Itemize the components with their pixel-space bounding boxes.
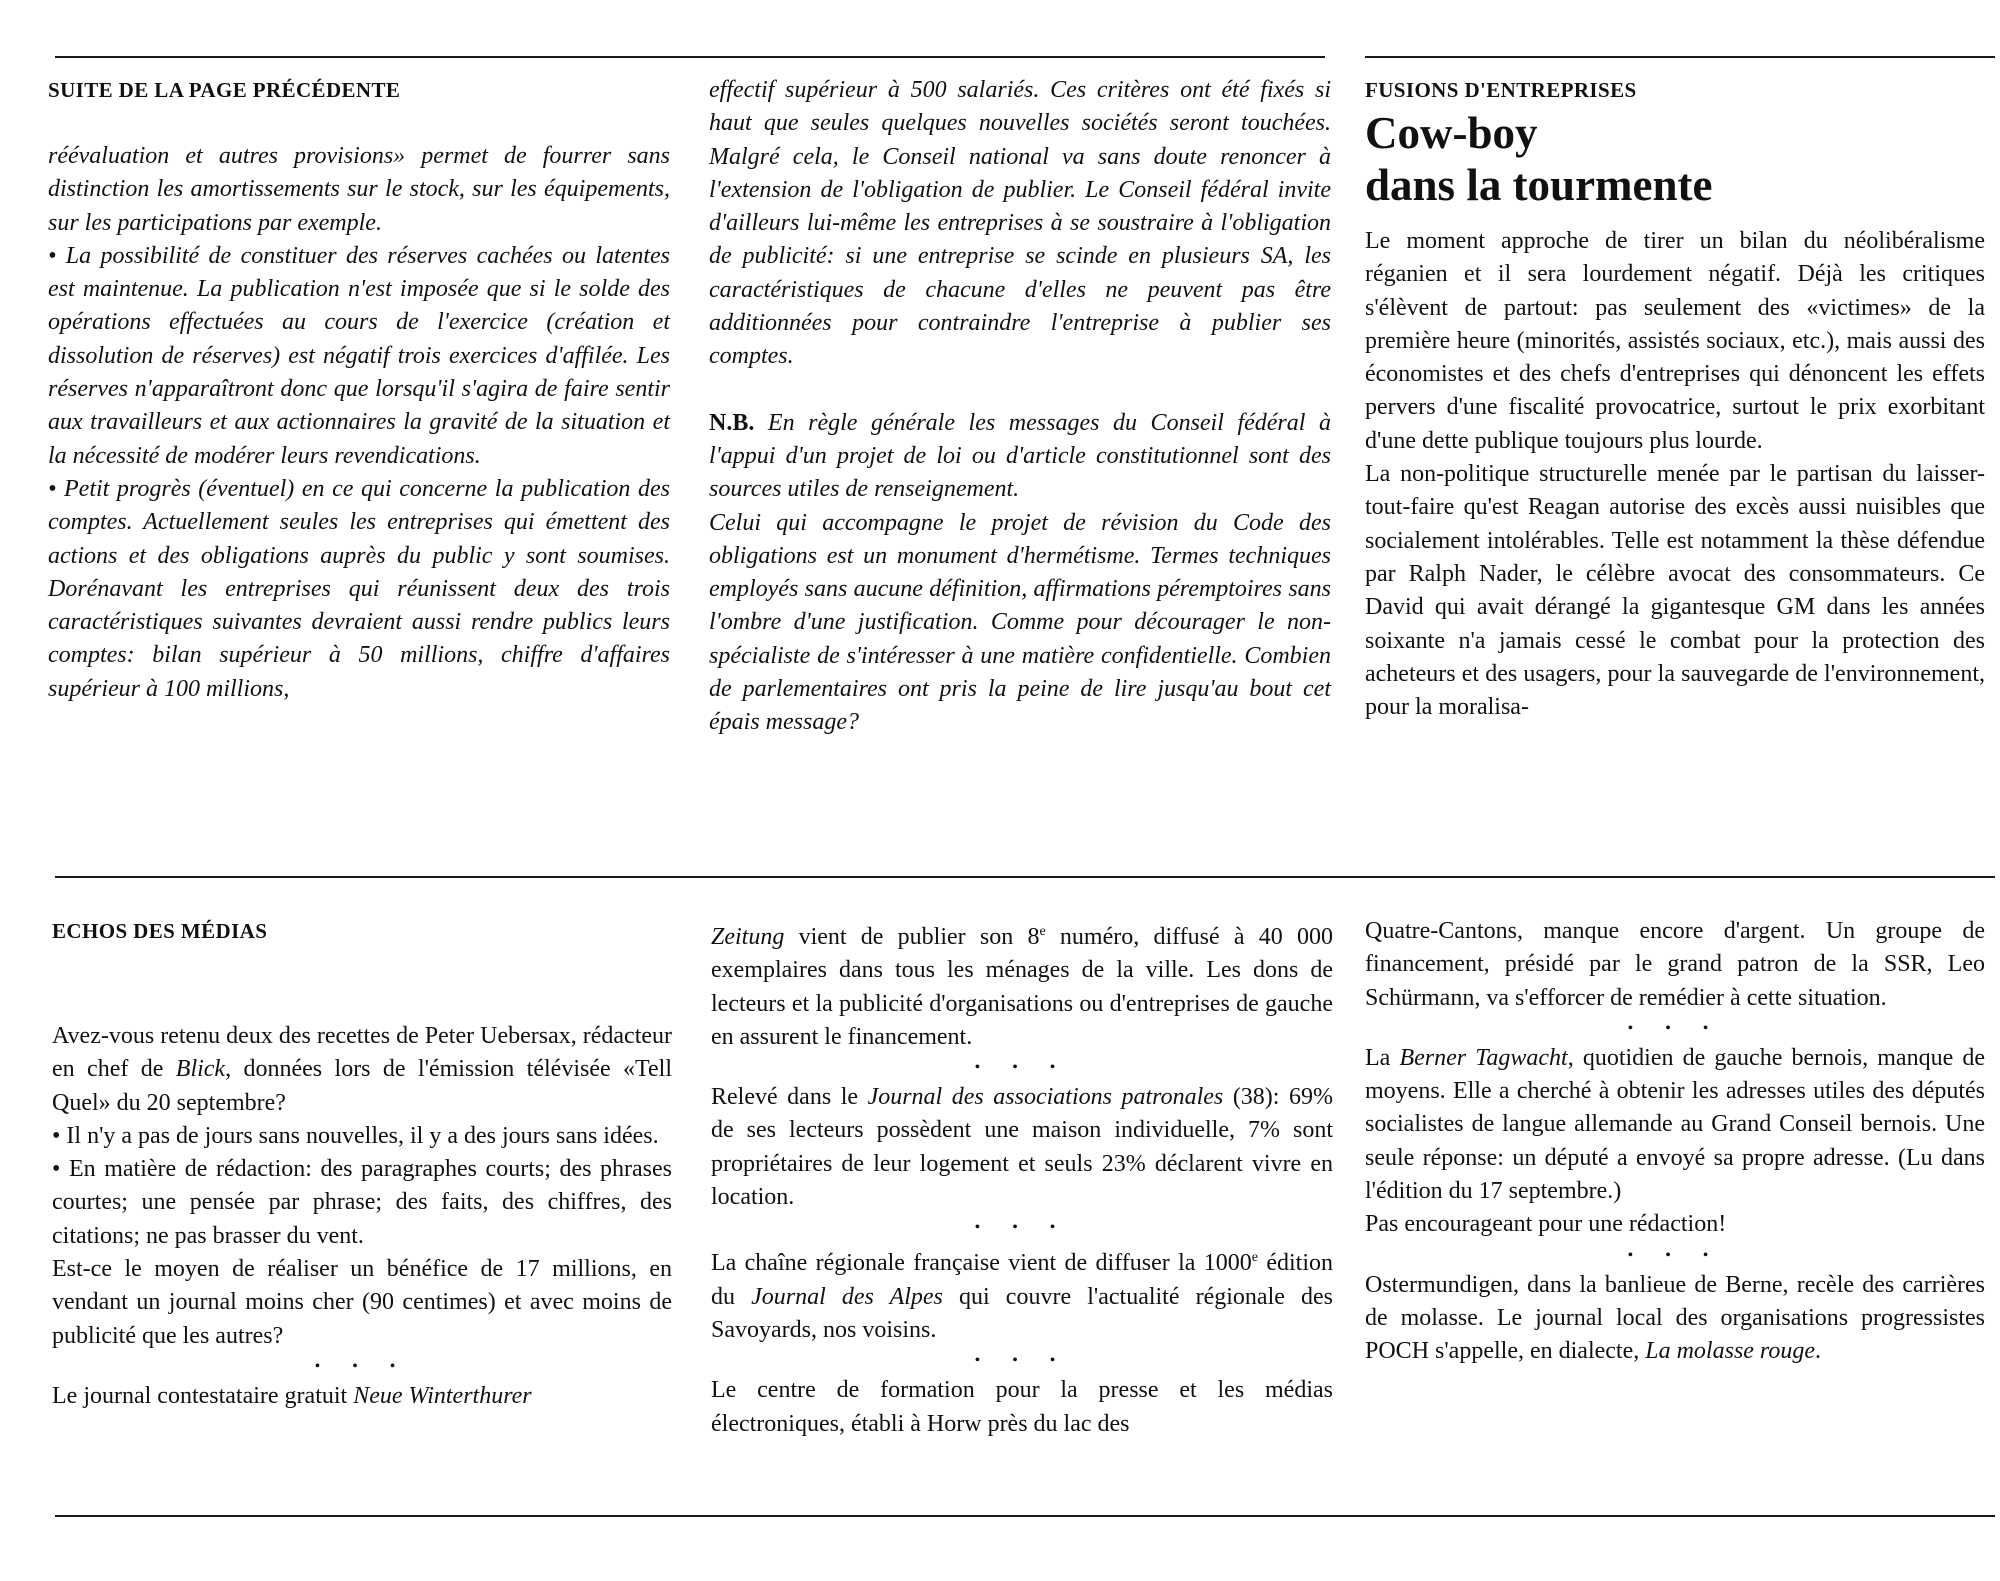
article-paragraph: Celui qui accompagne le projet de révision du Code des obligations est un monument d'hermétisme. Termes techniques employés sans aucune définition, affirmations péremptoires sans l'ombre d'une justification. Comme pour décourager le non-spécialiste de s'intéresser à une matière confidentielle. Combien de parlementaires ont pris la peine de lire jusqu'au bout cet épais message?	[709, 509, 1331, 736]
nb-label: N.B.	[709, 409, 755, 436]
nb-text: En règle générale les messages du Conseil fédéral à l'appui d'un projet de loi ou d'article constitutionnel sont des sources utiles de renseignement.	[709, 409, 1332, 503]
publication-name: Journal des associations patronales	[867, 1084, 1224, 1111]
echo-paragraph: La chaîne régionale française vient de diffuser la 1000e édition du Journal des Alpes qui couvre l'actualité régionale des Savoyards, nos voisins.	[711, 1250, 1334, 1343]
echo-paragraph: Le centre de formation pour la presse et les médias électroniques, établi à Horw près du lac des	[711, 1377, 1333, 1437]
article-title-line-2: dans la tourmente	[1365, 160, 1713, 210]
echo-paragraph: La Berner Tagwacht, quotidien de gauche bernois, manque de moyens. Elle a cherché à obtenir les adresses utiles des députés socialistes de langue allemande au Grand Conseil bernois. Une seule réponse: un député a envoyé sa propre adresse. (Lu dans l'édition du 17 septembre.)	[1365, 1044, 1986, 1205]
middle-rule	[55, 876, 1995, 878]
separator-stars: • • •	[1627, 1246, 1723, 1264]
echo-paragraph: Quatre-Cantons, manque encore d'argent. Un groupe de financement, présidé par le grand patron de la SSR, Leo Schürmann, va s'efforcer de remédier à cette situation.	[1365, 918, 1985, 1011]
publication-name: Berner Tagwacht	[1399, 1044, 1568, 1071]
bottom-left-column	[52, 915, 672, 1413]
nb-paragraph	[709, 407, 1331, 507]
section-heading-echos: ECHOS DES MÉDIAS	[52, 919, 268, 943]
top-rule-left	[55, 56, 1325, 58]
echo-paragraph: Le journal contestataire gratuit Neue Winterthurer	[52, 1382, 532, 1409]
top-middle-column	[709, 74, 1331, 740]
bottom-rule	[55, 1515, 1995, 1517]
separator-stars: • • •	[974, 1059, 1070, 1077]
separator-stars: • • •	[974, 1352, 1070, 1370]
echo-paragraph: • En matière de rédaction: des paragraphes courts; des phrases courtes; une pensée par phrase; des faits, des chiffres, des citations; ne pas brasser du vent.	[52, 1156, 672, 1249]
echo-paragraph: Pas encourageant pour une rédaction!	[1365, 1211, 1727, 1238]
bottom-right-column	[1365, 915, 1985, 1369]
top-rule-right	[1365, 56, 1995, 58]
article-paragraph: réévaluation et autres provisions» permet de fourrer sans distinction les amortissements sur le stock, sur les équipements, sur les participations par exemple.	[48, 143, 670, 236]
separator-stars: • • •	[1627, 1019, 1723, 1037]
publication-name: La molasse rouge	[1645, 1338, 1816, 1365]
publication-name: Zeitung	[711, 924, 785, 950]
article-paragraph: Le moment approche de tirer un bilan du néolibéralisme réganien et il sera lourdement négatif. Déjà les critiques s'élèvent de partout: pas seulement des «victimes» de la première heure (minorités, assistés sociaux, etc.), mais aussi des économistes et des chefs d'entreprises qui dénoncent les effets pervers d'une fiscalité provocatrice, surtout le prix exorbitant d'une dette publique toujours plus lourde.	[1365, 228, 1985, 454]
bottom-middle-column	[711, 915, 1333, 1441]
article-paragraph: effectif supérieur à 500 salariés. Ces critères ont été fixés si haut que seules quelques nouvelles sociétés seront touchées. Malgré cela, le Conseil national va sans doute renoncer à l'extension de l'obligation de publier. Le Conseil fédéral invite d'ailleurs lui-même les entreprises à se soustraire à l'obligation de publicité: si une entreprise se scinde en plusieurs SA, les caractéristiques de chacune d'elles ne peuvent pas être additionnées pour contraindre l'entreprise à publier ses comptes.	[709, 77, 1331, 370]
echo-paragraph: Ostermundigen, dans la banlieue de Berne, recèle des carrières de molasse. Le journal local des organisations progressistes POCH s'appelle, en dialecte, La molasse rouge.	[1365, 1271, 1985, 1365]
article-paragraph: • Petit progrès (éventuel) en ce qui concerne la publication des comptes. Actuellement seules les entreprises qui émettent des actions et des obligations auprès du public y sont soumises. Dorénavant les entreprises qui réunissent deux des trois caractéristiques suivantes devraient aussi rendre publics leurs comptes: bilan supérieur à 50 millions, chiffre d'affaires supérieur à 100 millions,	[48, 475, 670, 702]
publication-name: Neue Winterthurer	[353, 1382, 532, 1409]
publication-name: Journal des Alpes	[751, 1283, 943, 1310]
section-heading-suite: SUITE DE LA PAGE PRÉCÉDENTE	[48, 78, 401, 102]
separator-stars: • • •	[974, 1219, 1070, 1237]
section-heading-fusions: FUSIONS D'ENTREPRISES	[1365, 78, 1637, 102]
echo-paragraph: Relevé dans le Journal des associations patronales (38): 69% de ses lecteurs possèdent une maison individuelle, 7% sont propriétaires de leur logement et seuls 23% déclarent vivre en location.	[711, 1084, 1333, 1211]
publication-name: Blick	[175, 1056, 226, 1083]
top-right-column	[1365, 74, 1985, 724]
top-left-column	[48, 74, 670, 706]
separator-stars: • • •	[314, 1357, 410, 1375]
article-paragraph: La non-politique structurelle menée par le partisan du laisser-tout-faire qu'est Reagan autorise des excès aussi nuisibles que socialement intolérables. Telle est notamment la thèse défendue par Ralph Nader, le célèbre avocat des consommateurs. Ce David qui avait dérangé la gigantesque GM dans les années soixante n'a jamais cessé le combat pour la protection des acheteurs et des usagers, pour la sauvegarde de l'environnement, pour la moralisa-	[1365, 461, 1985, 721]
echo-paragraph: Avez-vous retenu deux des recettes de Peter Uebersax, rédacteur en chef de Blick, données lors de l'émission télévisée «Tell Quel» du 20 septembre?	[52, 1023, 672, 1116]
article-title-line-1: Cow-boy	[1365, 108, 1538, 158]
echo-paragraph: Est-ce le moyen de réaliser un bénéfice de 17 millions, en vendant un journal moins cher (90 centimes) et avec moins de publicité que les autres?	[52, 1256, 672, 1349]
echo-paragraph: • Il n'y a pas de jours sans nouvelles, il y a des jours sans idées.	[52, 1122, 659, 1149]
echo-paragraph: Zeitung vient de publier son 8e numéro, diffusé à 40 000 exemplaires dans tous les ménages de la ville. Les dons de lecteurs et la publicité d'organisations ou d'entreprises de gauche en assurent le financement.	[711, 924, 1333, 1050]
article-paragraph: • La possibilité de constituer des réserves cachées ou latentes est maintenue. La publication n'est imposée que si le solde des opérations effectuées au cours de l'exercice (création et dissolution de réserves) est négatif trois exercices d'affilée. Les réserves n'apparaîtront donc que lorsqu'il s'agira de faire sentir aux travailleurs et aux actionnaires la gravité de la situation et la nécessité de modérer leurs revendications.	[48, 242, 670, 469]
